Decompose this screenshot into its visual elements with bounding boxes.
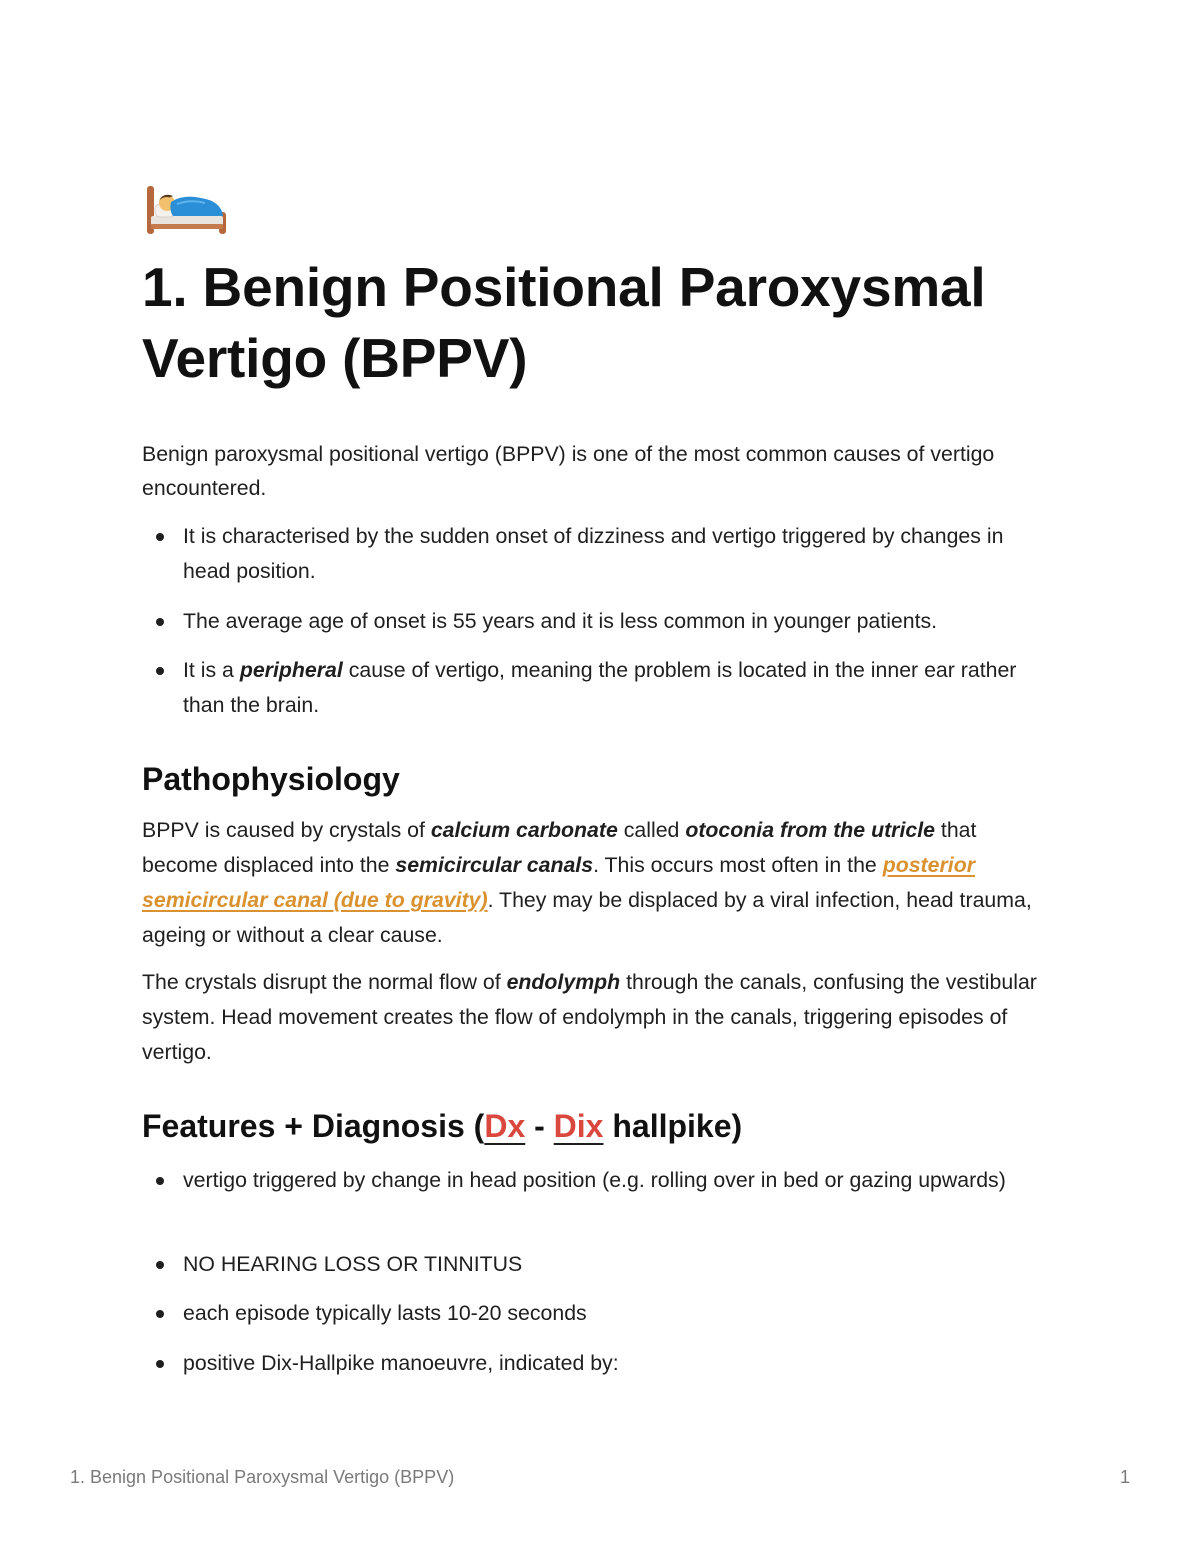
bullet-dot [156,1261,164,1269]
list-item-text [183,658,1016,717]
bold-italic-term: endolymph [506,970,621,994]
heading-text-run: hallpike) [603,1108,743,1144]
section-heading-pathophysiology: Pathophysiology [142,761,400,797]
text-run: . This occurs most often in the [593,853,883,877]
intro-paragraph: Benign paroxysmal positional vertigo (BPPV) is one of the most common causes of vertigo encountered. [142,442,995,500]
bullet-dot [156,1177,164,1185]
dix-mnemonic: Dix [553,1108,604,1144]
bullet-dot [156,667,164,675]
bold-italic-term: otoconia from the utricle [685,818,935,842]
list-item [142,1247,1047,1282]
text-run: BPPV is caused by crystals of [142,818,431,842]
pathophysiology-paragraph-2 [142,965,1047,1070]
bullet-dot [156,618,164,626]
posterior-canal-link[interactable]: posterior semicircular canal (due to gravity) [142,853,975,912]
page-title: 1. Benign Positional Paroxysmal Vertigo (BPPV) [142,256,986,389]
intro-bullet-list [142,519,1047,723]
list-item-text: It is characterised by the sudden onset of dizziness and vertigo triggered by changes in head position. [183,524,1004,583]
list-item [142,1163,1047,1233]
text-run: The crystals disrupt the normal flow of [142,970,507,994]
footer-title: 1. Benign Positional Paroxysmal Vertigo (BPPV) [70,1467,455,1487]
list-item [142,653,1047,723]
bullet-dot [156,1310,164,1318]
bullet-dot [156,533,164,541]
text-run: through the canals, confusing the vestibular system. Head movement creates the flow of endolymph in the canals, triggering episodes of vertigo. [142,970,1037,1064]
bold-italic-term: semicircular canals [395,853,594,877]
pathophysiology-paragraph-1 [142,813,1047,953]
bullet-dot [156,1360,164,1368]
list-item-text: NO HEARING LOSS OR TINNITUS [183,1252,523,1276]
bed-with-person-icon [143,182,229,238]
dx-mnemonic: Dx [484,1108,526,1144]
list-item-text: vertigo triggered by change in head position (e.g. rolling over in bed or gazing upwards) [183,1168,1006,1192]
list-item-text: positive Dix-Hallpike manoeuvre, indicated by: [183,1351,619,1375]
features-bullet-list [142,1163,1047,1381]
text-run: called [617,818,686,842]
text-run: It is a [183,658,240,682]
text-run: . They may be displaced by a viral infection, head trauma, ageing or without a clear cause. [142,888,1032,947]
bold-italic-term: calcium carbonate [430,818,618,842]
text-run: cause of vertigo, meaning the problem is located in the inner ear rather than the brain. [183,658,1017,717]
text-run: that become displaced into the [142,818,977,877]
list-item-text: The average age of onset is 55 years and it is less common in younger patients. [183,609,938,633]
list-item [142,1346,1047,1381]
list-item-text: each episode typically lasts 10-20 seconds [183,1301,587,1325]
section-heading-features [142,1106,742,1146]
heading-text-run: Features + Diagnosis ( [142,1108,485,1144]
list-item [142,1296,1047,1331]
list-item [142,519,1047,589]
list-item [142,604,1047,639]
bold-italic-term: peripheral [239,658,343,682]
heading-text-run: - [525,1108,554,1144]
page-number: 1 [1119,1467,1130,1487]
